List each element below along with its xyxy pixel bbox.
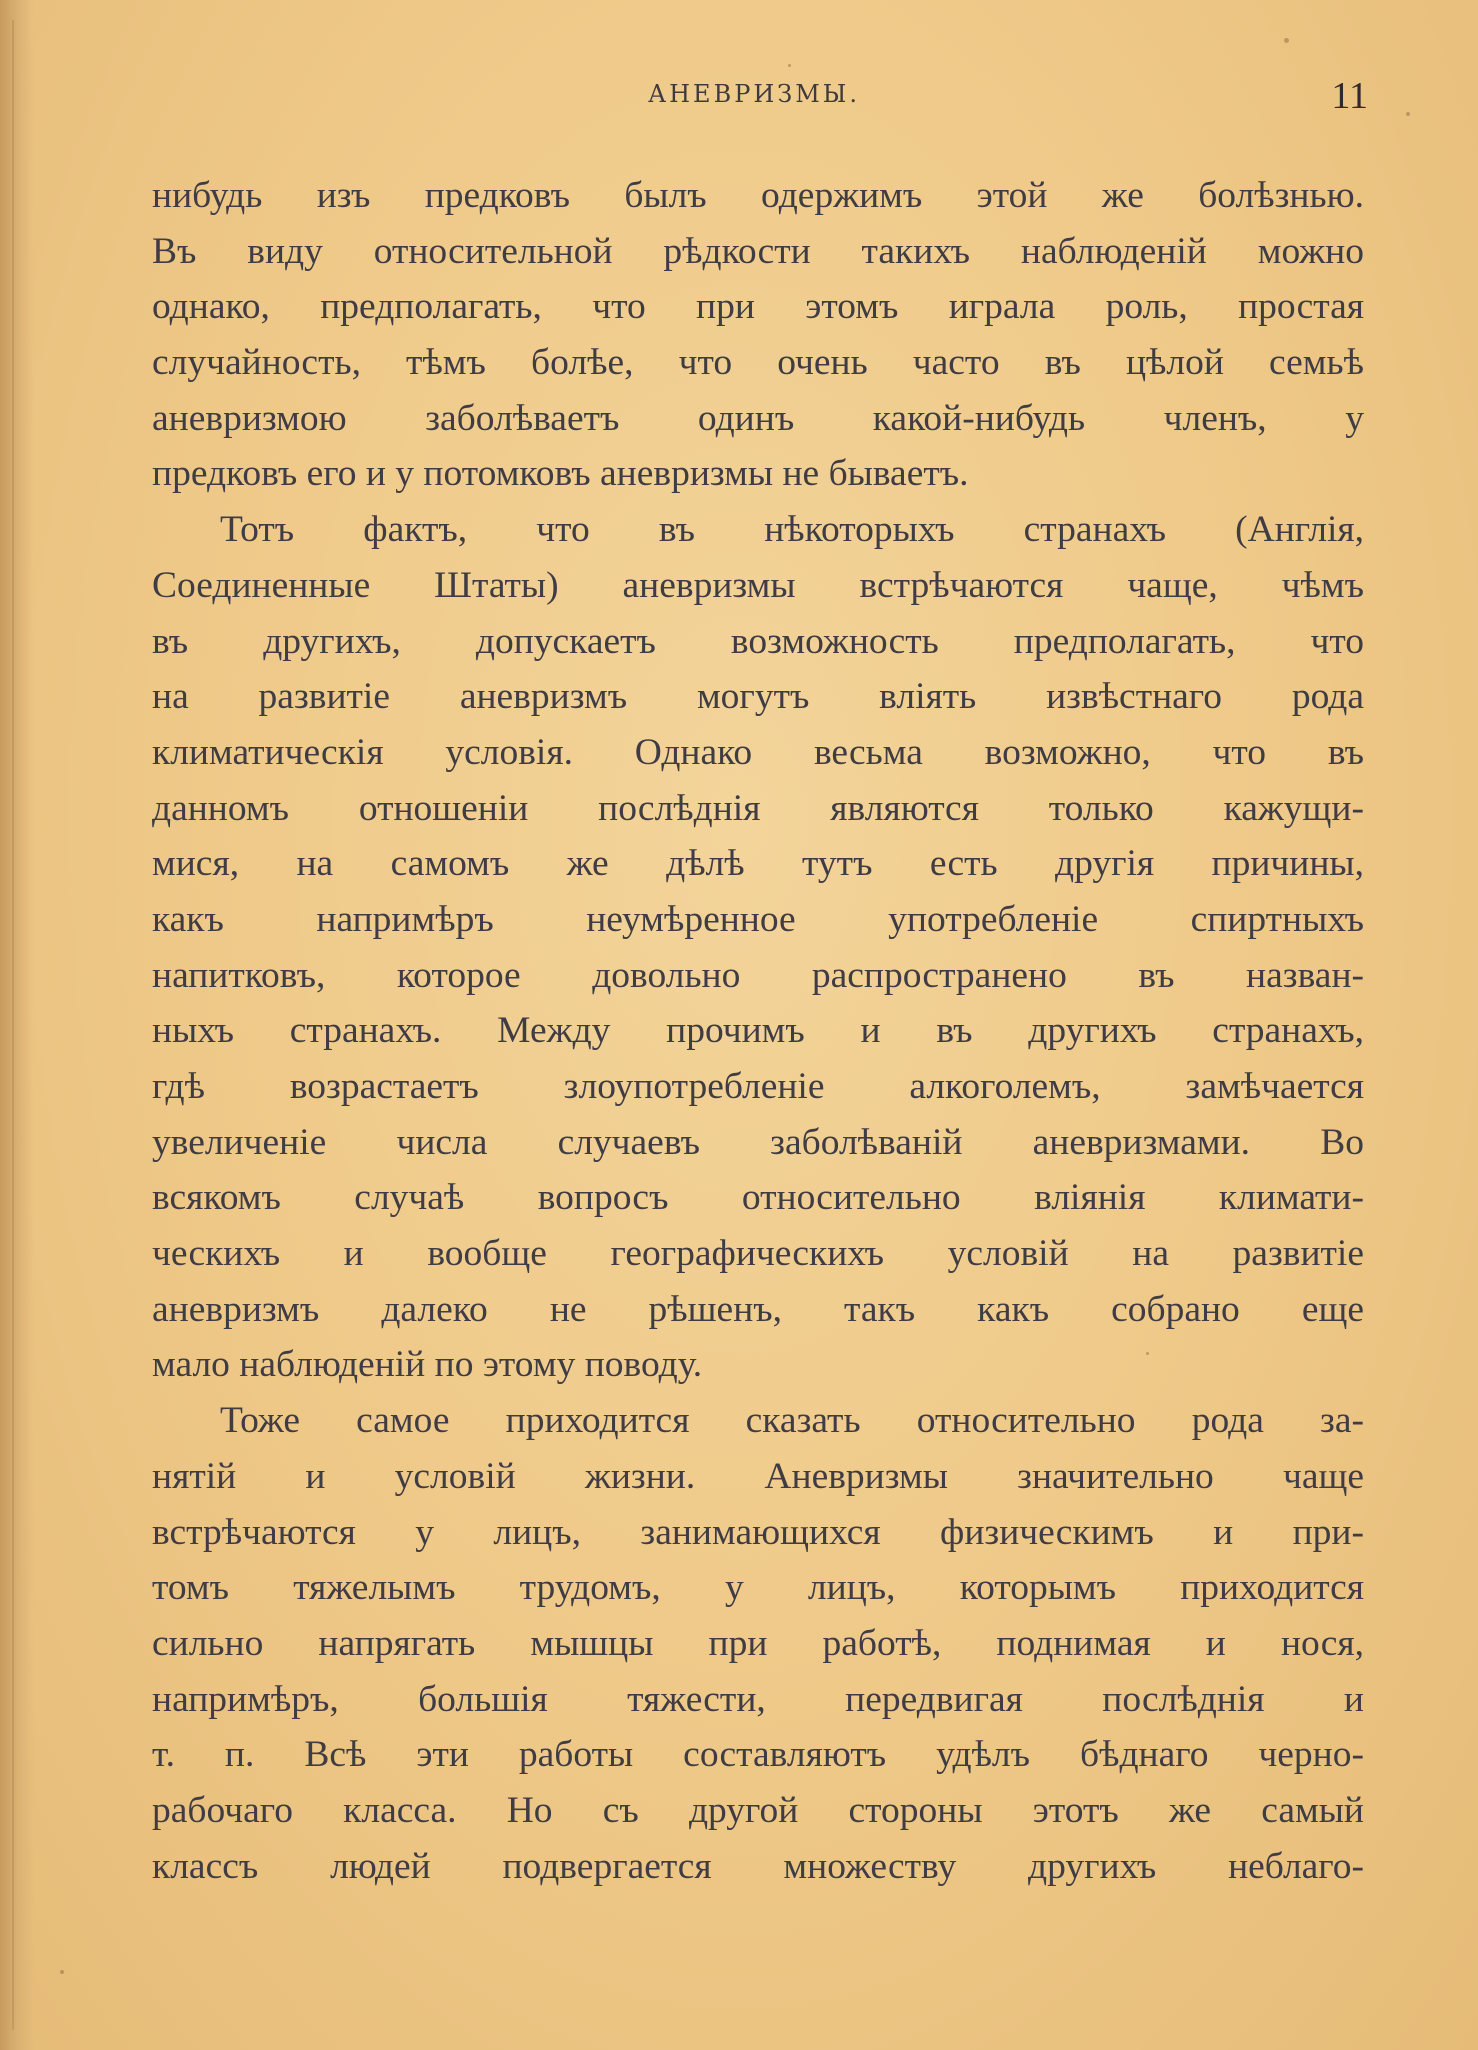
text-line: случайность, тѣмъ болѣе, что очень часто въ цѣлой семьѣ <box>152 342 1364 384</box>
text-line: ныхъ странахъ. Между прочимъ и въ другихъ странахъ, <box>152 1010 1364 1052</box>
page-header <box>140 75 1368 120</box>
text-line: т. п. Всѣ эти работы составляютъ удѣлъ бѣднаго черно- <box>152 1734 1364 1776</box>
text-line: сильно напрягать мышцы при работѣ, поднимая и нося, <box>152 1622 1364 1664</box>
text-line: томъ тяжелымъ трудомъ, у лицъ, которымъ приходится <box>152 1567 1364 1609</box>
text-line: въ другихъ, допускаетъ возможность предполагать, что <box>152 620 1364 662</box>
text-line: климатическія условія. Однако весьма возможно, что въ <box>152 731 1364 773</box>
text-line: данномъ отношеніи послѣднія являются только кажущи- <box>152 787 1364 829</box>
text-line: предковъ его и у потомковъ аневризмы не бываетъ. <box>152 453 969 495</box>
text-line: напитковъ, которое довольно распространено въ назван- <box>152 954 1364 996</box>
text-line: мало наблюденій по этому поводу. <box>152 1344 703 1386</box>
text-line: мися, на самомъ же дѣлѣ тутъ есть другія причины, <box>152 843 1364 885</box>
text-line: Тоже самое приходится сказать относительно рода за- <box>220 1400 1364 1442</box>
text-line: нибудь изъ предковъ былъ одержимъ этой же болѣзнью. <box>152 175 1364 216</box>
paper-speck <box>60 1970 64 1974</box>
text-line: классъ людей подвергается множеству другихъ неблаго- <box>152 1845 1364 1887</box>
text-line: Тотъ фактъ, что въ нѣкоторыхъ странахъ (Англія, <box>220 509 1364 551</box>
text-line: ческихъ и вообще географическихъ условій на развитіе <box>152 1233 1364 1275</box>
text-line: всякомъ случаѣ вопросъ относительно вліянія климати- <box>152 1177 1364 1219</box>
body-text <box>152 168 1364 1894</box>
text-line: аневризмъ далеко не рѣшенъ, такъ какъ собрано еще <box>152 1288 1364 1330</box>
text-line: увеличеніе числа случаевъ заболѣваній аневризмами. Во <box>152 1121 1364 1163</box>
text-line: Соединенные Штаты) аневризмы встрѣчаются чаще, чѣмъ <box>152 564 1364 606</box>
running-title: АНЕВРИЗМЫ. <box>647 80 861 108</box>
text-line: какъ напримѣръ неумѣренное употребленіе спиртныхъ <box>152 898 1364 940</box>
text-line: рабочаго класса. Но съ другой стороны этотъ же самый <box>152 1789 1364 1831</box>
text-line: встрѣчаются у лицъ, занимающихся физическимъ и при- <box>152 1511 1364 1553</box>
text-line: аневризмою заболѣваетъ одинъ какой-нибудь членъ, у <box>152 397 1364 439</box>
text-line: гдѣ возрастаетъ злоупотребленіе алкоголемъ, замѣчается <box>152 1066 1364 1107</box>
paper-speck <box>788 64 791 67</box>
page-number: 11 <box>1331 75 1368 117</box>
paper-speck <box>1284 38 1289 43</box>
page-edge-shadow <box>0 0 34 2050</box>
page-edge-line <box>12 20 14 2030</box>
text-line: напримѣръ, большія тяжести, передвигая послѣднія и <box>152 1678 1364 1720</box>
text-line: на развитіе аневризмъ могутъ вліять извѣстнаго рода <box>152 676 1364 718</box>
paragraph <box>152 168 1364 502</box>
text-line: однако, предполагать, что при этомъ играла роль, простая <box>152 286 1364 328</box>
text-line: нятій и условій жизни. Аневризмы значительно чаще <box>152 1455 1364 1497</box>
paragraph <box>152 1393 1364 1894</box>
paper-speck <box>1406 112 1410 116</box>
text-line: Въ виду относительной рѣдкости такихъ наблюденій можно <box>152 230 1364 272</box>
paragraph <box>152 502 1364 1393</box>
